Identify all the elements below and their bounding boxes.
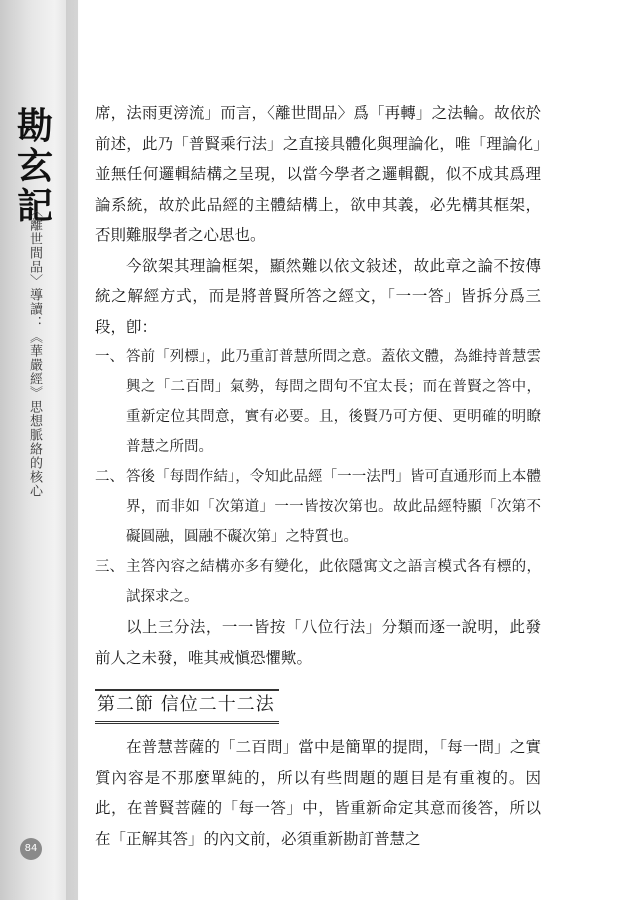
page-content: [95, 98, 541, 854]
sidebar-edge: [66, 0, 80, 900]
list-item-number: 一、: [95, 349, 124, 365]
logo-char: 勘: [16, 105, 53, 147]
list-item-text: 答後「每問作結」，令知此品經「一一法門」皆可直通形而上本體界，而非如「次第道」一一皆按次第也。故此品經特顯「次第不礙圓融，圓融不礙次第」之特質也。: [126, 469, 541, 545]
section-title: 第二節 信位二十二法: [95, 689, 279, 724]
list-item: [95, 552, 541, 612]
logo-char: 記: [16, 185, 53, 227]
numbered-list: [95, 342, 541, 612]
paragraph: 以上三分法，一一皆按「八位行法」分類而逐一說明，此發前人之未發，唯其戒愼恐懼歟。: [95, 618, 541, 667]
logo-char: 玄: [16, 145, 53, 187]
page-number: 84: [20, 838, 42, 860]
list-item-text: 答前「列標」，此乃重訂普慧所問之意。蓋依文體，為維持普慧雲興之「二百問」氣勢，每問之問句不宜太長；而在普賢之答中，重新定位其問意，實有必要。且，後賢乃可方便、更明確的明瞭普慧之所問。: [126, 349, 541, 455]
running-title: 〈離世間品〉導讀：《華嚴經》思想脈絡的核心: [27, 204, 42, 498]
list-item: [95, 462, 541, 552]
list-item: [95, 342, 541, 462]
section-heading: [95, 689, 279, 724]
list-item-number: 三、: [95, 559, 124, 575]
list-item-number: 二、: [95, 469, 124, 485]
paragraph: 席，法雨更滂流」而言，〈離世間品〉爲「再轉」之法輪。故依於前述，此乃「普賢乘行法」之直接具體化與理論化，唯「理論化」並無任何邏輯結構之呈現，以當今學者之邏輯觀，似不成其爲理論系統，故於此品經的主體結構上，欲申其義，必先構其框架，否則難服學者之心思也。: [95, 104, 541, 244]
list-item-text: 主答內容之結構亦多有變化，此依隱寓文之語言模式各有標的，試探求之。: [126, 559, 541, 605]
paragraph: 今欲架其理論框架，顯然難以依文敍述，故此章之論不按傳統之解經方式，而是將普賢所答之經文，「一一答」皆拆分爲三段，卽：: [95, 256, 541, 336]
paragraph: 在普慧菩薩的「二百問」當中是簡單的提問，「每一問」之實質內容是不那麼單純的，所以有些問題的題目是有重複的。因此，在普賢菩薩的「每一答」中，皆重新命定其意而後答，所以在「正解其答」的內文前，必須重新勘訂普慧之: [95, 738, 541, 848]
